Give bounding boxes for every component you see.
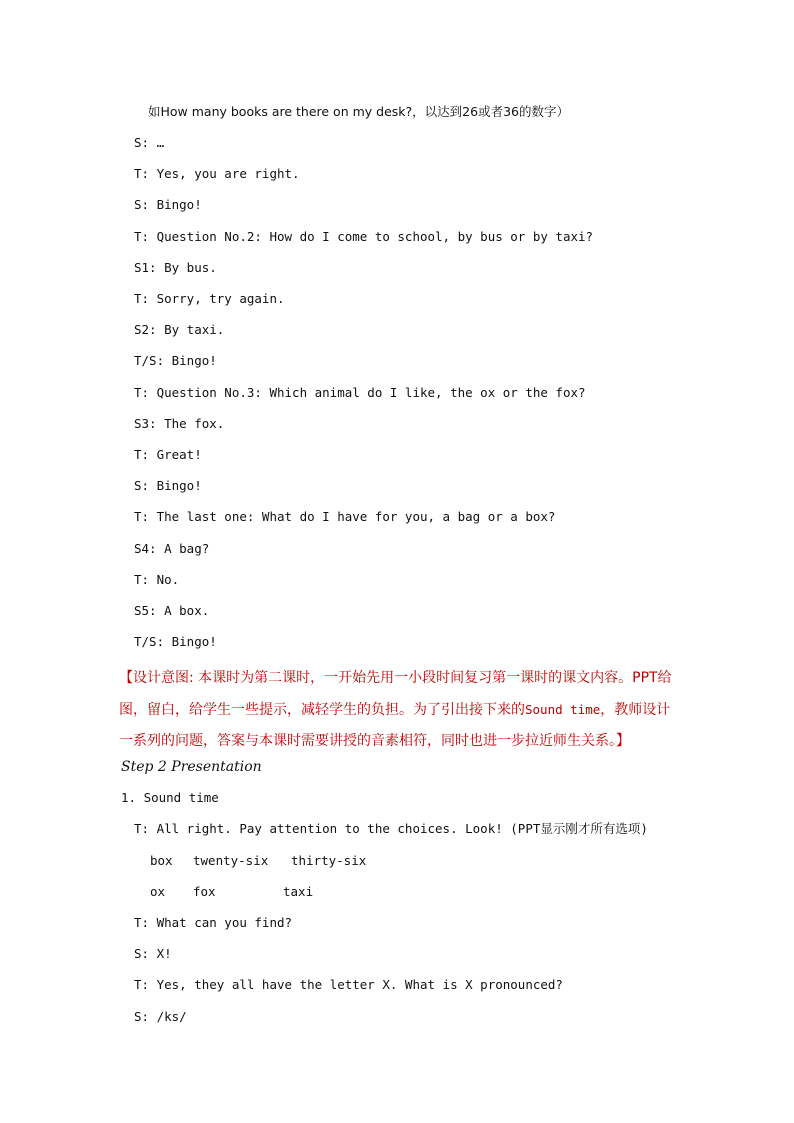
dialog-line: S5: A box.	[134, 603, 210, 618]
dialog-line: T: What can you find?	[134, 915, 293, 930]
design-note-sound-time: Sound time	[525, 702, 601, 717]
dialog-line: T/S: Bingo!	[134, 353, 217, 368]
dialog-line: S3: The fox.	[134, 416, 225, 431]
dialog-line: T/S: Bingo!	[134, 634, 217, 649]
dialog-line: S4: A bag?	[134, 541, 210, 556]
design-note-text: 【设计意图: 本课时为第二课时，一开始先用一小段时间复习第一课时的课文内容。PPT给图，留白，给学生一些提示，减轻学生的负担。为了引出接下来的	[119, 670, 672, 718]
dialog-line: S: /ks/	[134, 1009, 187, 1024]
dialog-line: S: Bingo!	[134, 197, 202, 212]
design-note-text: ，教师设计一系列的问题，答案与本课时需要讲授的音素相符，同时也进一步拉近师生关系。】	[119, 702, 671, 749]
dialog-line: S: Bingo!	[134, 478, 202, 493]
step-heading: Step 2 Presentation	[121, 759, 262, 775]
design-intent-note	[119, 663, 679, 757]
dialog-line: T: Question No.3: Which animal do I like, the ox or the fox?	[134, 385, 586, 400]
choice-word: fox	[193, 884, 216, 899]
dialog-line: S1: By bus.	[134, 260, 217, 275]
dialog-line: T: Sorry, try again.	[134, 291, 285, 306]
dialog-line: T: Question No.2: How do I come to school, by bus or by taxi?	[134, 229, 594, 244]
dialog-line: T: Great!	[134, 447, 202, 462]
choice-word: thirty-six	[291, 853, 367, 868]
dialog-line: T: No.	[134, 572, 180, 587]
dialog-line: T: Yes, they all have the letter X. What is X pronounced?	[134, 977, 563, 992]
section-heading: 1. Sound time	[121, 790, 219, 805]
dialog-line: S2: By taxi.	[134, 322, 225, 337]
choice-word: box	[150, 853, 173, 868]
intro-line: 如How many books are there on my desk?，以达到26或者36的数字）	[148, 104, 569, 119]
choice-word: twenty-six	[193, 853, 269, 868]
dialog-line: S: …	[134, 135, 165, 150]
dialog-line: T: All right. Pay attention to the choices. Look! (PPT显示刚才所有选项)	[134, 821, 648, 836]
dialog-line: T: The last one: What do I have for you, a bag or a box?	[134, 509, 556, 524]
choice-word: ox	[150, 884, 166, 899]
dialog-line: T: Yes, you are right.	[134, 166, 300, 181]
dialog-line: S: X!	[134, 946, 172, 961]
choice-word: taxi	[283, 884, 314, 899]
